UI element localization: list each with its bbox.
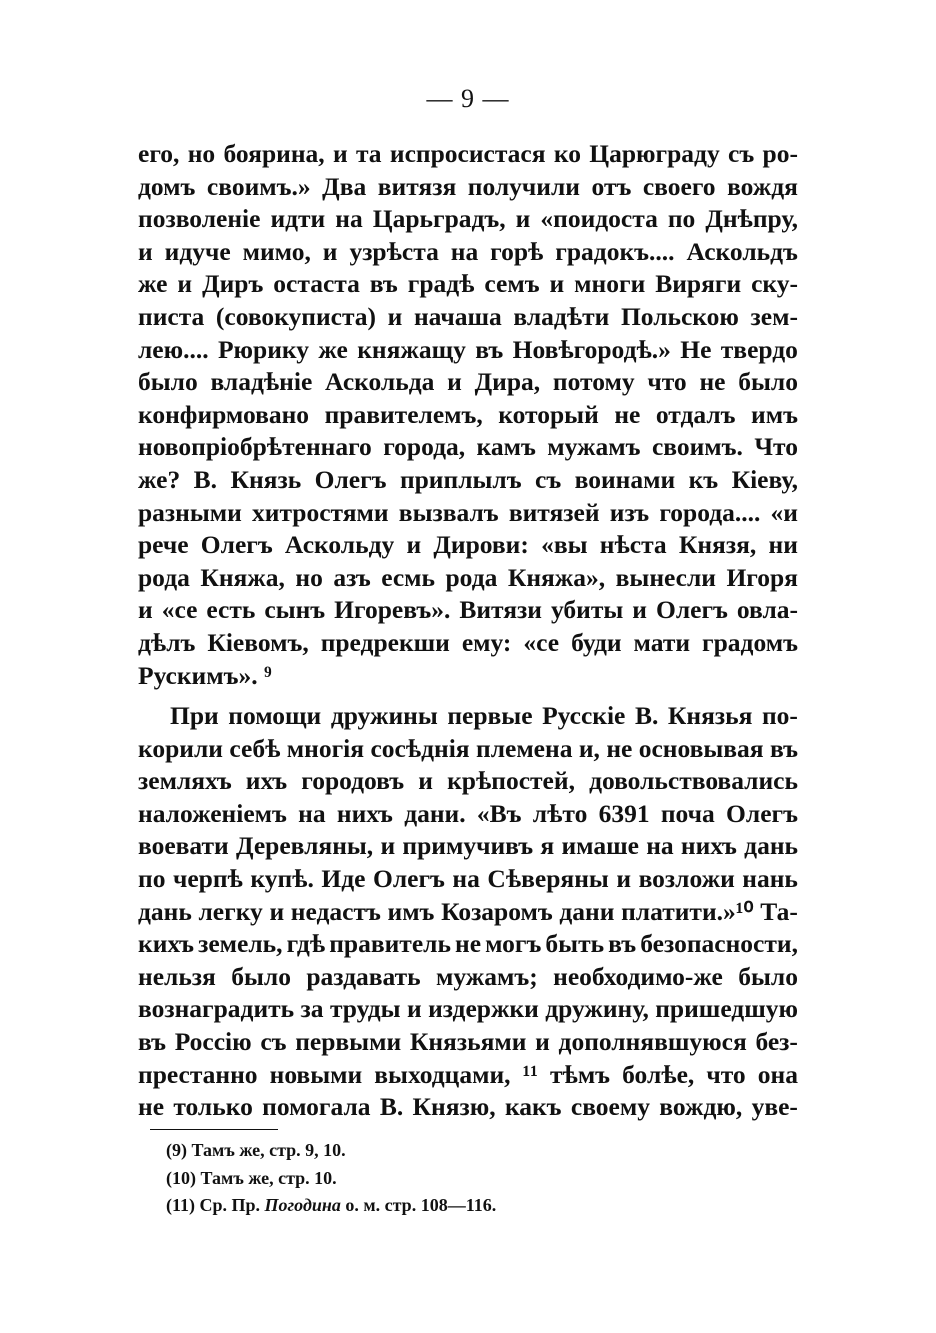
footnote-author: Погодина xyxy=(264,1195,341,1215)
text-line: и «се есть сынъ Игоревъ». Витязи убиты и Олегъ овла- xyxy=(138,595,798,625)
text-line: конфирмовано правителемъ, который не отдалъ имъ xyxy=(138,399,798,429)
text-line: рече Олегъ Аскольду и Дирови: «вы нѣста Князя, ни xyxy=(138,530,798,560)
text-line: новопріобрѣтеннаго города, камъ мужамъ своимъ. Что xyxy=(138,432,798,462)
text-line: дѣлъ Кіевомъ, предрекши ему: «се буди мати градомъ xyxy=(138,627,798,657)
paragraph xyxy=(138,138,798,692)
text-line: не только помогала В. Князю, какъ своему вождю, уве- xyxy=(138,1092,798,1122)
text-line: кихъ земель, гдѣ правитель не могъ быть въ безопасности, xyxy=(138,929,798,959)
text-line: писта (совокуписта) и начаша владѣти Польскою зем- xyxy=(138,301,798,331)
text-line: по черпѣ купѣ. Иде Олегъ на Сѣверяны и возложи нань xyxy=(138,864,798,894)
text-line: и идуче мимо, и узрѣста на горѣ градокъ.... Аскольдъ xyxy=(138,236,798,266)
text-line: вознаградить за труды и издержки дружину, пришедшую xyxy=(138,994,798,1024)
text-line: рода Княжа, но азъ есмь рода Княжа», вынесли Игоря xyxy=(138,562,798,592)
footnote-text-rest: о. м. стр. 108—116. xyxy=(340,1195,497,1215)
footnote-mark: (11) xyxy=(166,1195,195,1215)
text-line: же? В. Князь Олегъ приплылъ съ воинами къ Кіеву, xyxy=(138,464,798,494)
text-line: лею.... Рюрику же княжащу въ Новѣгородѣ.» Не твердо xyxy=(138,334,798,364)
text-line: корили себѣ многія сосѣднія племена и, не основывая въ xyxy=(138,733,798,763)
footnote-text: Ср. Пр. xyxy=(199,1195,265,1215)
text-line: разными хитростями вызвалъ витязей изъ города.... «и xyxy=(138,497,798,527)
text-line: же и Диръ остаста въ градѣ семъ и многи Виряги ску- xyxy=(138,269,798,299)
paragraph xyxy=(138,700,798,1124)
text-line: домъ своимъ.» Два витязя получили отъ своего вождя xyxy=(138,171,798,201)
footnote xyxy=(166,1165,496,1193)
text-line: При помощи дружины первые Русскіе В. Князья по- xyxy=(170,701,798,731)
text-line: позволеніе идти на Царьградъ, и «поидоста по Днѣпру, xyxy=(138,204,798,234)
footnote-mark: (9) xyxy=(166,1140,187,1160)
text-line: въ Россію съ первыми Князьями и дополнявшуюся без- xyxy=(138,1027,798,1057)
footnote-mark: (10) xyxy=(166,1167,196,1188)
text-line: Рускимъ». ⁹ xyxy=(138,660,272,690)
text-line: дань легку и недастъ имъ Козаромъ дани платити.»¹⁰ Та- xyxy=(138,896,798,926)
footnotes xyxy=(166,1137,496,1220)
footnote xyxy=(166,1192,496,1220)
footnote xyxy=(166,1137,496,1165)
footnote-divider xyxy=(150,1129,278,1130)
text-line: престанно новыми выходцами, ¹¹ тѣмъ болѣе, что она xyxy=(138,1059,798,1089)
page-number: — 9 — xyxy=(426,84,510,113)
text-line: наложеніемъ на нихъ дани. «Въ лѣто 6391 поча Олегъ xyxy=(138,798,798,828)
text-line: его, но боярина, и та испросистася ко Царюграду съ ро- xyxy=(138,139,798,168)
body-text xyxy=(138,138,798,1124)
text-line: земляхъ ихъ городовъ и крѣпостей, довольствовались xyxy=(138,766,798,796)
text-line: было владѣніе Аскольда и Дира, потому что не было xyxy=(138,367,798,397)
footnote-text: Тамъ же, стр. 9, 10. xyxy=(191,1140,346,1160)
text-line: воевати Деревляны, и примучивъ я имаше на нихъ дань xyxy=(138,831,798,861)
footnote-text: Тамъ же, стр. 10. xyxy=(200,1167,337,1188)
text-line: нельзя было раздавать мужамъ; необходимо-же было xyxy=(138,961,798,991)
